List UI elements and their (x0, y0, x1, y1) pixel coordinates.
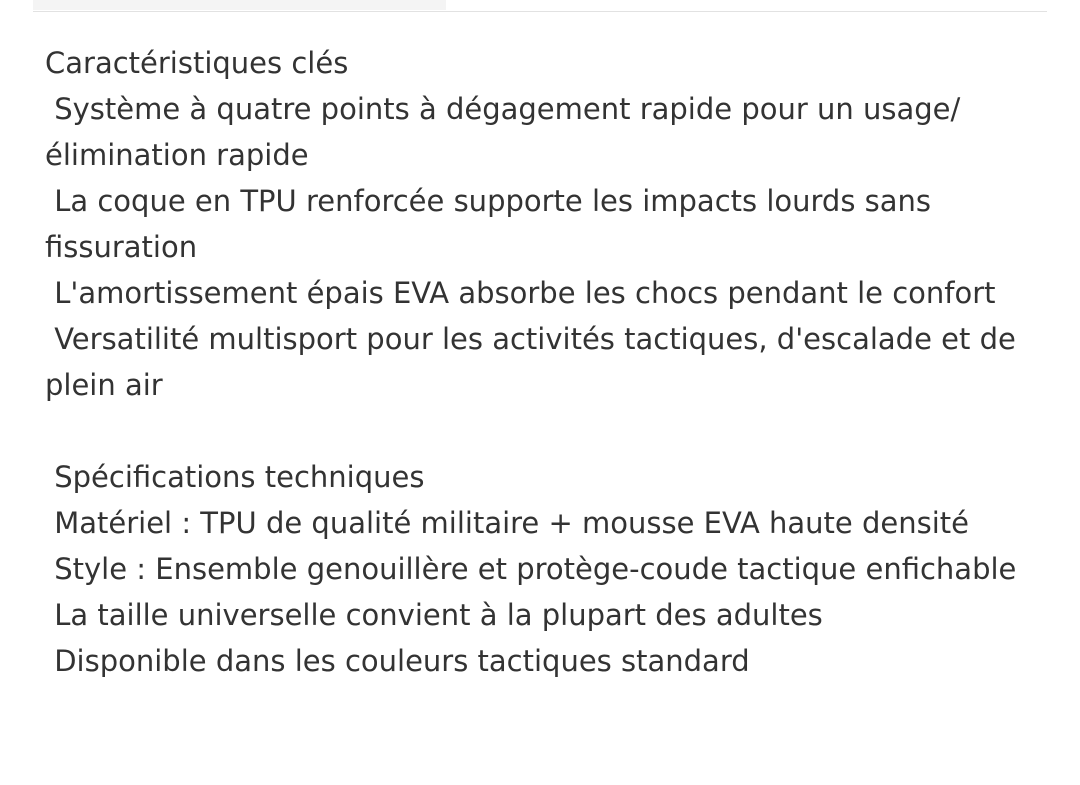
active-tab[interactable] (33, 0, 446, 10)
feature-item: La coque en TPU renforcée supporte les impacts lourds sans fissuration (45, 184, 941, 264)
spec-item: La taille universelle convient à la plupart des adultes (45, 598, 823, 632)
feature-item: Versatilité multisport pour les activités tactiques, d'escalade et de plein air (45, 322, 1026, 402)
tab-bar (33, 0, 1047, 12)
spec-item: Matériel : TPU de qualité militaire + mousse EVA haute densité (45, 506, 969, 540)
key-features-heading: Caractéristiques clés (45, 46, 349, 80)
product-description (45, 40, 1035, 684)
spec-item: Style : Ensemble genouillère et protège-coude tactique enfichable (45, 552, 1017, 586)
technical-specs-heading: Spécifications techniques (45, 460, 425, 494)
feature-item: L'amortissement épais EVA absorbe les chocs pendant le confort (45, 276, 996, 310)
feature-item: Système à quatre points à dégagement rapide pour un usage/élimination rapide (45, 92, 961, 172)
spec-item: Disponible dans les couleurs tactiques standard (45, 644, 750, 678)
section-spacer (45, 408, 1035, 454)
